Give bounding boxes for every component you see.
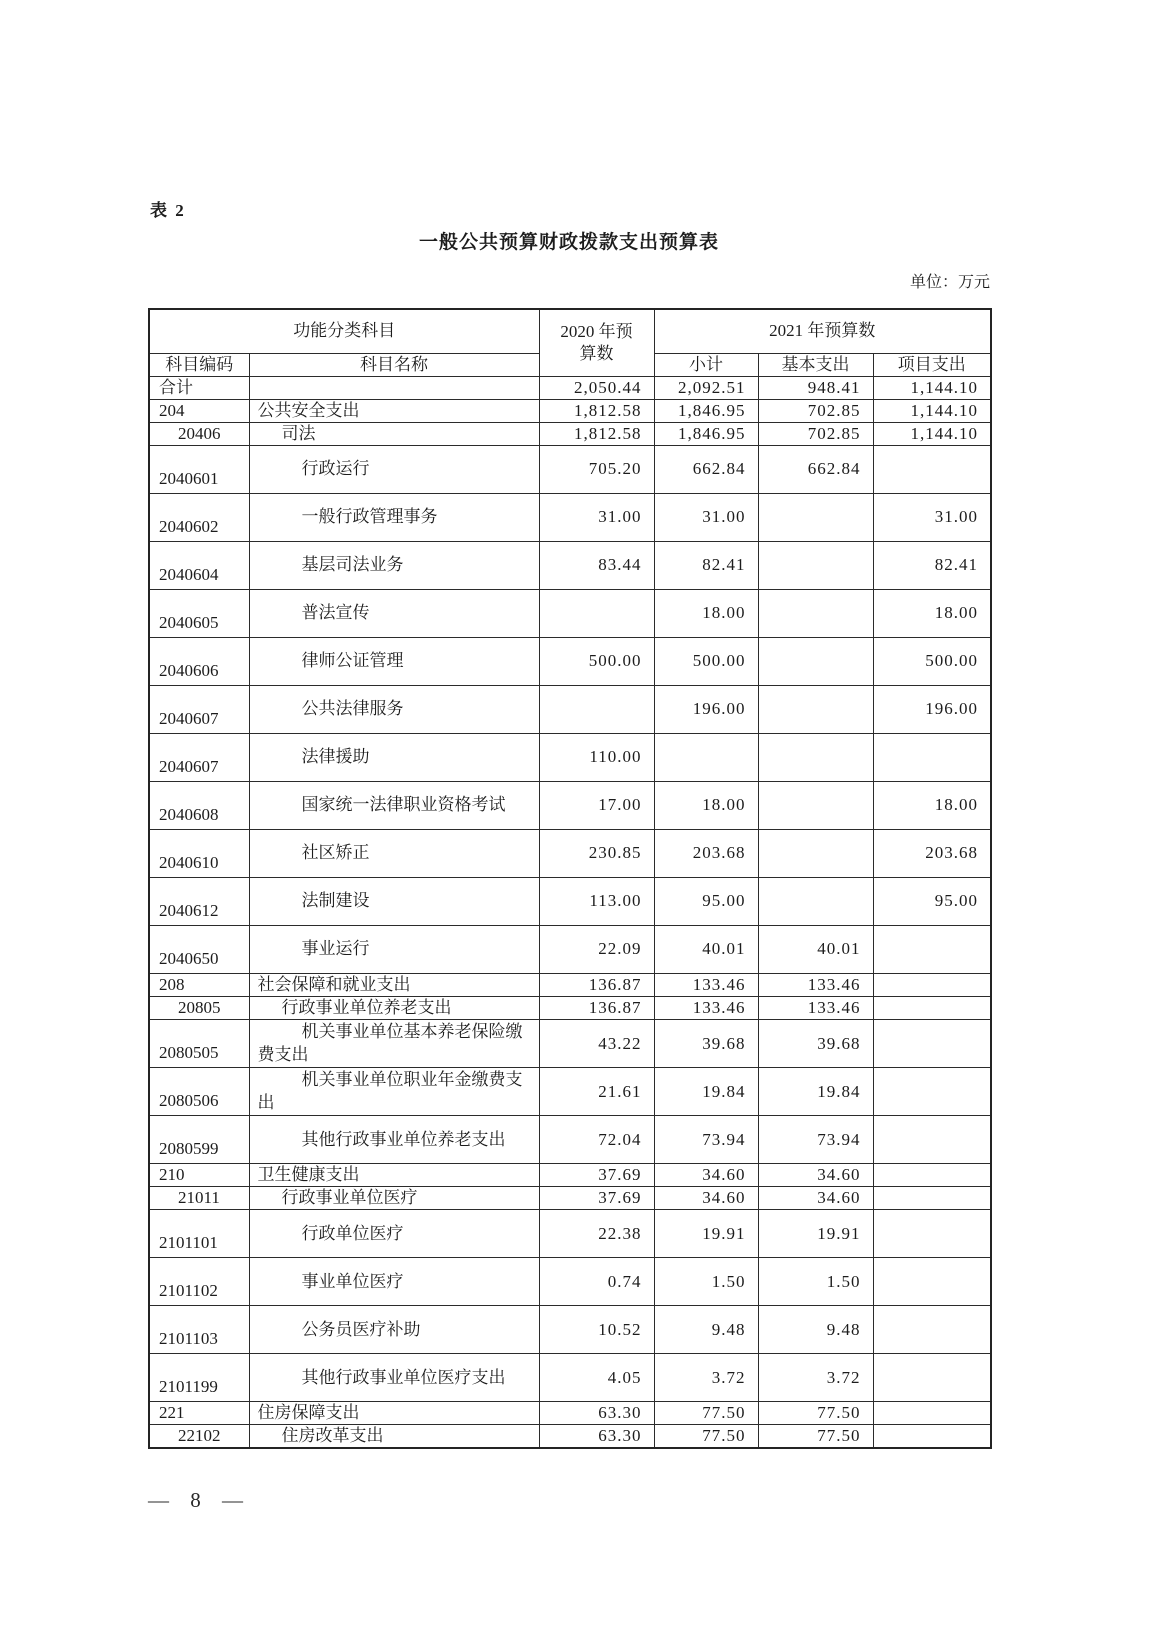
cell-2020-budget: 43.22 bbox=[539, 1020, 654, 1068]
budget-table bbox=[148, 308, 992, 1449]
cell-2021-subtotal: 1,846.95 bbox=[654, 422, 758, 445]
cell-2020-budget: 72.04 bbox=[539, 1116, 654, 1164]
cell-2021-project: 31.00 bbox=[873, 493, 991, 541]
cell-2021-project bbox=[873, 1306, 991, 1354]
name-cell: 法律援助 bbox=[249, 733, 539, 781]
cell-2021-project: 196.00 bbox=[873, 685, 991, 733]
cell-2021-subtotal: 500.00 bbox=[654, 637, 758, 685]
cell-2021-basic bbox=[758, 685, 873, 733]
cell-2021-project bbox=[873, 1402, 991, 1425]
code-cell: 2040602 bbox=[149, 493, 249, 541]
cell-2021-basic: 1.50 bbox=[758, 1258, 873, 1306]
cell-2021-basic: 77.50 bbox=[758, 1425, 873, 1449]
cell-2020-budget: 63.30 bbox=[539, 1425, 654, 1449]
table-row bbox=[149, 781, 991, 829]
page-number: — 8 — bbox=[148, 1488, 243, 1512]
cell-2020-budget: 21.61 bbox=[539, 1068, 654, 1116]
cell-2021-project: 1,144.10 bbox=[873, 399, 991, 422]
cell-2020-budget: 22.38 bbox=[539, 1210, 654, 1258]
cell-2021-project: 500.00 bbox=[873, 637, 991, 685]
cell-2021-basic: 702.85 bbox=[758, 422, 873, 445]
cell-2021-project bbox=[873, 1187, 991, 1210]
cell-2020-budget: 500.00 bbox=[539, 637, 654, 685]
table-row bbox=[149, 1187, 991, 1210]
table-row bbox=[149, 376, 991, 399]
cell-2021-project bbox=[873, 733, 991, 781]
cell-2021-subtotal: 77.50 bbox=[654, 1402, 758, 1425]
cell-2021-basic: 133.46 bbox=[758, 973, 873, 996]
code-cell: 208 bbox=[149, 973, 249, 996]
cell-2021-subtotal: 73.94 bbox=[654, 1116, 758, 1164]
code-cell: 204 bbox=[149, 399, 249, 422]
table-row bbox=[149, 685, 991, 733]
header-subject-code: 科目编码 bbox=[149, 353, 249, 376]
table-row bbox=[149, 1425, 991, 1449]
code-cell: 2101101 bbox=[149, 1210, 249, 1258]
cell-2021-basic bbox=[758, 589, 873, 637]
cell-2020-budget: 10.52 bbox=[539, 1306, 654, 1354]
cell-2020-budget: 83.44 bbox=[539, 541, 654, 589]
table-row bbox=[149, 973, 991, 996]
cell-2021-project bbox=[873, 1258, 991, 1306]
cell-2020-budget: 230.85 bbox=[539, 829, 654, 877]
cell-2021-project: 18.00 bbox=[873, 781, 991, 829]
cell-2021-project: 203.68 bbox=[873, 829, 991, 877]
table-row bbox=[149, 1354, 991, 1402]
table-row bbox=[149, 996, 991, 1019]
table-row bbox=[149, 1020, 991, 1068]
code-cell: 2040650 bbox=[149, 925, 249, 973]
cell-2021-project bbox=[873, 1068, 991, 1116]
cell-2020-budget: 31.00 bbox=[539, 493, 654, 541]
cell-2021-project bbox=[873, 925, 991, 973]
cell-2020-budget: 37.69 bbox=[539, 1164, 654, 1187]
table-row bbox=[149, 541, 991, 589]
table-row bbox=[149, 445, 991, 493]
table-row bbox=[149, 637, 991, 685]
name-cell: 社会保障和就业支出 bbox=[249, 973, 539, 996]
code-cell: 2101102 bbox=[149, 1258, 249, 1306]
cell-2021-basic: 133.46 bbox=[758, 996, 873, 1019]
table-row bbox=[149, 1402, 991, 1425]
name-cell: 公共安全支出 bbox=[249, 399, 539, 422]
table-label: 表 2 bbox=[150, 201, 186, 220]
name-cell: 国家统一法律职业资格考试 bbox=[249, 781, 539, 829]
name-cell: 公务员医疗补助 bbox=[249, 1306, 539, 1354]
cell-2021-subtotal: 19.91 bbox=[654, 1210, 758, 1258]
cell-2021-subtotal: 2,092.51 bbox=[654, 376, 758, 399]
cell-2021-subtotal: 31.00 bbox=[654, 493, 758, 541]
code-cell: 2040601 bbox=[149, 445, 249, 493]
cell-2020-budget bbox=[539, 589, 654, 637]
cell-2021-subtotal: 39.68 bbox=[654, 1020, 758, 1068]
name-cell: 住房保障支出 bbox=[249, 1402, 539, 1425]
cell-2021-subtotal: 40.01 bbox=[654, 925, 758, 973]
name-cell: 机关事业单位职业年金缴费支出 bbox=[249, 1068, 539, 1116]
header-subject-name: 科目名称 bbox=[249, 353, 539, 376]
cell-2021-project: 82.41 bbox=[873, 541, 991, 589]
table-row bbox=[149, 1068, 991, 1116]
table-row bbox=[149, 733, 991, 781]
cell-2021-project bbox=[873, 1116, 991, 1164]
cell-2020-budget: 4.05 bbox=[539, 1354, 654, 1402]
cell-2021-subtotal: 95.00 bbox=[654, 877, 758, 925]
header-basic-expenditure: 基本支出 bbox=[758, 353, 873, 376]
name-cell bbox=[249, 376, 539, 399]
header-function-category: 功能分类科目 bbox=[149, 309, 539, 353]
cell-2021-subtotal: 82.41 bbox=[654, 541, 758, 589]
name-cell: 法制建设 bbox=[249, 877, 539, 925]
cell-2021-subtotal: 662.84 bbox=[654, 445, 758, 493]
cell-2021-subtotal: 19.84 bbox=[654, 1068, 758, 1116]
cell-2021-subtotal: 18.00 bbox=[654, 589, 758, 637]
code-cell: 221 bbox=[149, 1402, 249, 1425]
table-row bbox=[149, 1306, 991, 1354]
cell-2020-budget: 17.00 bbox=[539, 781, 654, 829]
cell-2021-basic: 9.48 bbox=[758, 1306, 873, 1354]
name-cell: 机关事业单位基本养老保险缴费支出 bbox=[249, 1020, 539, 1068]
code-cell: 2080599 bbox=[149, 1116, 249, 1164]
code-cell: 2040607 bbox=[149, 733, 249, 781]
name-cell: 行政单位医疗 bbox=[249, 1210, 539, 1258]
cell-2021-basic bbox=[758, 493, 873, 541]
name-cell: 事业运行 bbox=[249, 925, 539, 973]
header-row-group bbox=[149, 309, 991, 353]
code-cell: 2080505 bbox=[149, 1020, 249, 1068]
name-cell: 住房改革支出 bbox=[249, 1425, 539, 1449]
cell-2021-project bbox=[873, 1425, 991, 1449]
code-cell: 2040608 bbox=[149, 781, 249, 829]
cell-2020-budget: 705.20 bbox=[539, 445, 654, 493]
cell-2021-project bbox=[873, 1354, 991, 1402]
cell-2020-budget: 2,050.44 bbox=[539, 376, 654, 399]
name-cell: 基层司法业务 bbox=[249, 541, 539, 589]
code-cell: 21011 bbox=[149, 1187, 249, 1210]
name-cell: 行政事业单位养老支出 bbox=[249, 996, 539, 1019]
name-cell: 行政运行 bbox=[249, 445, 539, 493]
cell-2021-subtotal: 133.46 bbox=[654, 996, 758, 1019]
cell-2021-project bbox=[873, 445, 991, 493]
cell-2021-basic bbox=[758, 877, 873, 925]
table-row bbox=[149, 399, 991, 422]
code-cell: 2101199 bbox=[149, 1354, 249, 1402]
name-cell: 公共法律服务 bbox=[249, 685, 539, 733]
code-cell: 20805 bbox=[149, 996, 249, 1019]
code-cell: 22102 bbox=[149, 1425, 249, 1449]
code-cell: 2040612 bbox=[149, 877, 249, 925]
table-row bbox=[149, 1210, 991, 1258]
code-cell: 合计 bbox=[149, 376, 249, 399]
cell-2020-budget: 136.87 bbox=[539, 996, 654, 1019]
cell-2021-subtotal: 1.50 bbox=[654, 1258, 758, 1306]
code-cell: 2040604 bbox=[149, 541, 249, 589]
cell-2020-budget: 110.00 bbox=[539, 733, 654, 781]
cell-2021-subtotal: 34.60 bbox=[654, 1164, 758, 1187]
name-cell: 卫生健康支出 bbox=[249, 1164, 539, 1187]
cell-2021-subtotal: 18.00 bbox=[654, 781, 758, 829]
name-cell: 律师公证管理 bbox=[249, 637, 539, 685]
cell-2021-subtotal: 9.48 bbox=[654, 1306, 758, 1354]
cell-2020-budget bbox=[539, 685, 654, 733]
cell-2021-subtotal: 1,846.95 bbox=[654, 399, 758, 422]
cell-2021-subtotal: 34.60 bbox=[654, 1187, 758, 1210]
cell-2021-basic: 34.60 bbox=[758, 1164, 873, 1187]
cell-2021-basic: 19.84 bbox=[758, 1068, 873, 1116]
table-row bbox=[149, 1116, 991, 1164]
cell-2021-basic bbox=[758, 781, 873, 829]
cell-2021-project bbox=[873, 1210, 991, 1258]
cell-2021-project bbox=[873, 1020, 991, 1068]
cell-2021-basic: 39.68 bbox=[758, 1020, 873, 1068]
cell-2021-subtotal: 3.72 bbox=[654, 1354, 758, 1402]
code-cell: 2040605 bbox=[149, 589, 249, 637]
code-cell: 2040606 bbox=[149, 637, 249, 685]
cell-2021-project bbox=[873, 1164, 991, 1187]
code-cell: 20406 bbox=[149, 422, 249, 445]
header-2021-budget: 2021 年预算数 bbox=[654, 309, 991, 353]
header-project-expenditure: 项目支出 bbox=[873, 353, 991, 376]
name-cell: 其他行政事业单位医疗支出 bbox=[249, 1354, 539, 1402]
name-cell: 事业单位医疗 bbox=[249, 1258, 539, 1306]
cell-2020-budget: 37.69 bbox=[539, 1187, 654, 1210]
cell-2021-subtotal: 203.68 bbox=[654, 829, 758, 877]
header-subtotal: 小计 bbox=[654, 353, 758, 376]
cell-2020-budget: 136.87 bbox=[539, 973, 654, 996]
page-title: 一般公共预算财政拨款支出预算表 bbox=[418, 232, 719, 253]
cell-2021-basic: 662.84 bbox=[758, 445, 873, 493]
cell-2021-basic bbox=[758, 637, 873, 685]
cell-2021-project: 18.00 bbox=[873, 589, 991, 637]
cell-2021-project bbox=[873, 996, 991, 1019]
cell-2021-basic: 702.85 bbox=[758, 399, 873, 422]
name-cell: 行政事业单位医疗 bbox=[249, 1187, 539, 1210]
cell-2020-budget: 1,812.58 bbox=[539, 422, 654, 445]
code-cell: 2080506 bbox=[149, 1068, 249, 1116]
table-row bbox=[149, 493, 991, 541]
cell-2021-basic: 19.91 bbox=[758, 1210, 873, 1258]
cell-2021-basic bbox=[758, 733, 873, 781]
header-2020-budget: 2020 年预算数 bbox=[539, 309, 654, 376]
cell-2021-project: 95.00 bbox=[873, 877, 991, 925]
cell-2021-project: 1,144.10 bbox=[873, 422, 991, 445]
cell-2021-subtotal bbox=[654, 733, 758, 781]
code-cell: 2040610 bbox=[149, 829, 249, 877]
cell-2021-basic: 40.01 bbox=[758, 925, 873, 973]
name-cell: 普法宣传 bbox=[249, 589, 539, 637]
table-row bbox=[149, 877, 991, 925]
cell-2020-budget: 0.74 bbox=[539, 1258, 654, 1306]
cell-2021-basic: 3.72 bbox=[758, 1354, 873, 1402]
name-cell: 其他行政事业单位养老支出 bbox=[249, 1116, 539, 1164]
table-row bbox=[149, 422, 991, 445]
cell-2021-basic: 73.94 bbox=[758, 1116, 873, 1164]
cell-2021-project: 1,144.10 bbox=[873, 376, 991, 399]
cell-2021-project bbox=[873, 973, 991, 996]
table-row bbox=[149, 829, 991, 877]
cell-2021-basic: 948.41 bbox=[758, 376, 873, 399]
cell-2021-basic: 77.50 bbox=[758, 1402, 873, 1425]
cell-2020-budget: 113.00 bbox=[539, 877, 654, 925]
name-cell: 社区矫正 bbox=[249, 829, 539, 877]
table-row bbox=[149, 1258, 991, 1306]
unit-note: 单位：万元 bbox=[909, 274, 990, 291]
cell-2021-basic: 34.60 bbox=[758, 1187, 873, 1210]
name-cell: 司法 bbox=[249, 422, 539, 445]
cell-2021-subtotal: 77.50 bbox=[654, 1425, 758, 1449]
code-cell: 2040607 bbox=[149, 685, 249, 733]
table-row bbox=[149, 589, 991, 637]
cell-2020-budget: 1,812.58 bbox=[539, 399, 654, 422]
cell-2020-budget: 63.30 bbox=[539, 1402, 654, 1425]
cell-2021-basic bbox=[758, 829, 873, 877]
code-cell: 2101103 bbox=[149, 1306, 249, 1354]
name-cell: 一般行政管理事务 bbox=[249, 493, 539, 541]
cell-2021-subtotal: 133.46 bbox=[654, 973, 758, 996]
table-row bbox=[149, 925, 991, 973]
cell-2020-budget: 22.09 bbox=[539, 925, 654, 973]
cell-2021-basic bbox=[758, 541, 873, 589]
table-row bbox=[149, 1164, 991, 1187]
cell-2021-subtotal: 196.00 bbox=[654, 685, 758, 733]
code-cell: 210 bbox=[149, 1164, 249, 1187]
